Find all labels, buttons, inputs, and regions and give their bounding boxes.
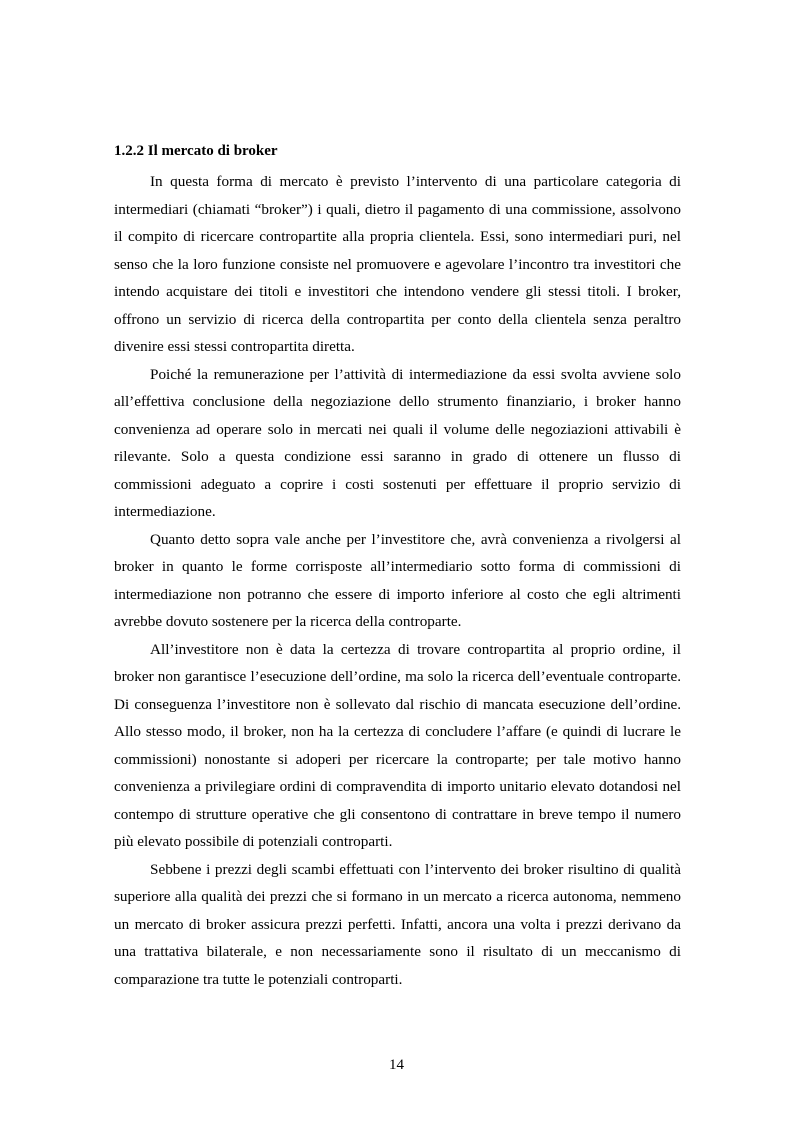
paragraph-3: Quanto detto sopra vale anche per l’investitore che, avrà convenienza a rivolgersi al broker in quanto le forme corrisposte all’intermediario sotto forma di commissioni di intermediazione non potranno che essere di importo inferiore al costo che egli altrimenti avrebbe dovuto sostenere per la ricerca della controparte.	[114, 530, 681, 630]
paragraph-4: All’investitore non è data la certezza di trovare contropartita al proprio ordine, il broker non garantisce l’esecuzione dell’ordine, ma solo la ricerca dell’eventuale controparte. Di conseguenza l’investitore non è sollevato dal rischio di mancata esecuzione dell’ordine. Allo stesso modo, il broker, non ha la certezza di concludere l’affare (e quindi di lucrare le commissioni) nonostante si adoperi per ricercare la controparte; per tale motivo hanno convenienza a privilegiare ordini di compravendita di importo unitario elevato dotandosi nel contempo di strutture operative che gli consentono di contrattare in breve tempo il numero più elevato possibile di potenziali controparti.	[114, 640, 681, 850]
page-number: 14	[389, 1057, 404, 1073]
section-heading: 1.2.2 Il mercato di broker	[114, 143, 278, 159]
paragraph-2: Poiché la remunerazione per l’attività di intermediazione da essi svolta avviene solo all’effettiva conclusione della negoziazione dello strumento finanziario, i broker hanno convenienza ad operare solo in mercati nei quali il volume delle negoziazioni attivabili è rilevante. Solo a questa condizione essi saranno in grado di ottenere un flusso di commissioni adeguato a coprire i costi sostenuti per effettuare il proprio servizio di intermediazione.	[114, 365, 681, 520]
paragraph-5: Sebbene i prezzi degli scambi effettuati con l’intervento dei broker risultino di qualità superiore alla qualità dei prezzi che si formano in un mercato a ricerca autonoma, nemmeno un mercato di broker assicura prezzi perfetti. Infatti, ancora una volta i prezzi derivano da una trattativa bilaterale, e non necessariamente sono il risultato di un meccanismo di comparazione tra tutte le potenziali controparti.	[114, 860, 681, 988]
page-body	[114, 141, 681, 993]
paragraph-1: In questa forma di mercato è previsto l’intervento di una particolare categoria di intermediari (chiamati “broker”) i quali, dietro il pagamento di una commissione, assolvono il compito di ricercare contropartite alla propria clientela. Essi, sono intermediari puri, nel senso che la loro funzione consiste nel promuovere e agevolare l’incontro tra investitori che intendo acquistare dei titoli e investitori che intendono vendere gli stessi titoli. I broker, offrono un servizio di ricerca della contropartita per conto della clientela senza peraltro divenire essi stessi contropartita diretta.	[114, 173, 681, 355]
